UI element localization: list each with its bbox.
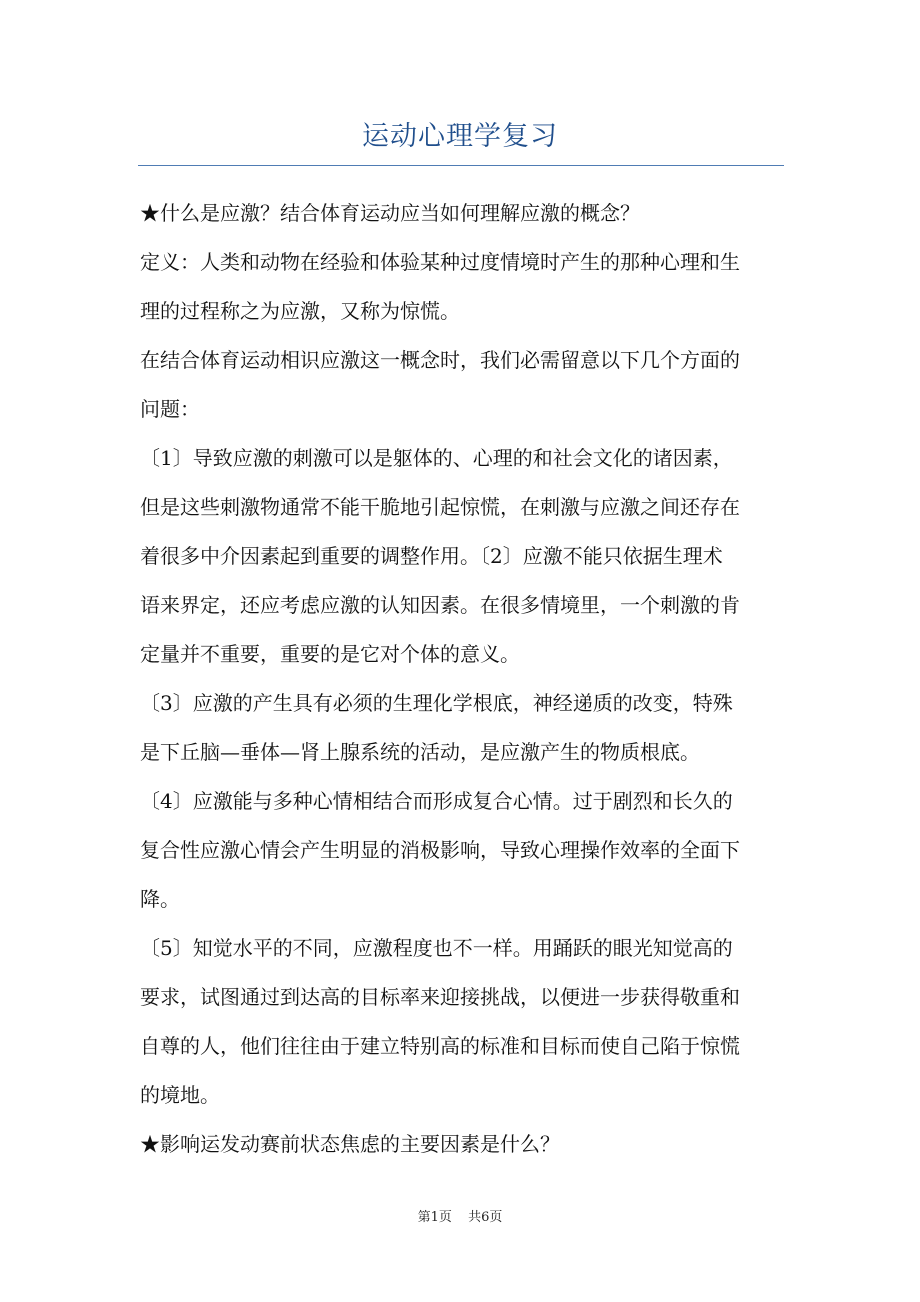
text-line: 〔1〕导致应激的刺激可以是躯体的、心理的和社会文化的诸因素， [140, 446, 733, 470]
text-line: ★什么是应激？结合体育运动应当如何理解应激的概念？ [140, 201, 640, 225]
text-line: 〔5〕知觉水平的不同，应激程度也不一样。用踊跃的眼光知觉高的 [140, 936, 733, 960]
text-line: 在结合体育运动相识应激这一概念时，我们必需留意以下几个方面的 [140, 348, 740, 372]
text-line: 但是这些刺激物通常不能干脆地引起惊慌，在刺激与应激之间还存在 [140, 495, 740, 519]
text-line: 〔4〕应激能与多种心情相结合而形成复合心情。过于剧烈和长久的 [140, 789, 733, 813]
page-footer [0, 1206, 920, 1225]
text-line: 降。 [140, 887, 180, 911]
text-line: 问题： [140, 397, 200, 421]
text-line: 定义：人类和动物在经验和体验某种过度情境时产生的那种心理和生 [140, 250, 740, 274]
text-line: 理的过程称之为应激，又称为惊慌。 [140, 299, 460, 323]
text-line: 语来界定，还应考虑应激的认知因素。在很多情境里，一个刺激的肯 [140, 593, 740, 617]
page-total: 共6页 [468, 1210, 503, 1225]
text-line: ★影响运发动赛前状态焦虑的主要因素是什么？ [140, 1132, 560, 1156]
page-number: 第1页 [417, 1210, 452, 1225]
text-line: 〔3〕应激的产生具有必须的生理化学根底，神经递质的改变，特殊 [140, 691, 733, 715]
text-line: 自尊的人，他们往往由于建立特别高的标准和目标而使自己陷于惊慌 [140, 1034, 740, 1058]
text-line: 定量并不重要，重要的是它对个体的意义。 [140, 642, 520, 666]
text-line: 要求，试图通过到达高的目标率来迎接挑战，以便进一步获得敬重和 [140, 985, 740, 1009]
document-body [140, 189, 790, 1169]
text-line: 是下丘脑—垂体—肾上腺系统的活动，是应激产生的物质根底。 [140, 740, 700, 764]
document-title: 运动心理学复习 [362, 121, 558, 152]
text-line: 的境地。 [140, 1083, 220, 1107]
text-line: 复合性应激心情会产生明显的消极影响，导致心理操作效率的全面下 [140, 838, 740, 862]
title-divider [138, 165, 784, 166]
text-line: 着很多中介因素起到重要的调整作用。〔2〕应激不能只依据生理术 [140, 544, 723, 568]
